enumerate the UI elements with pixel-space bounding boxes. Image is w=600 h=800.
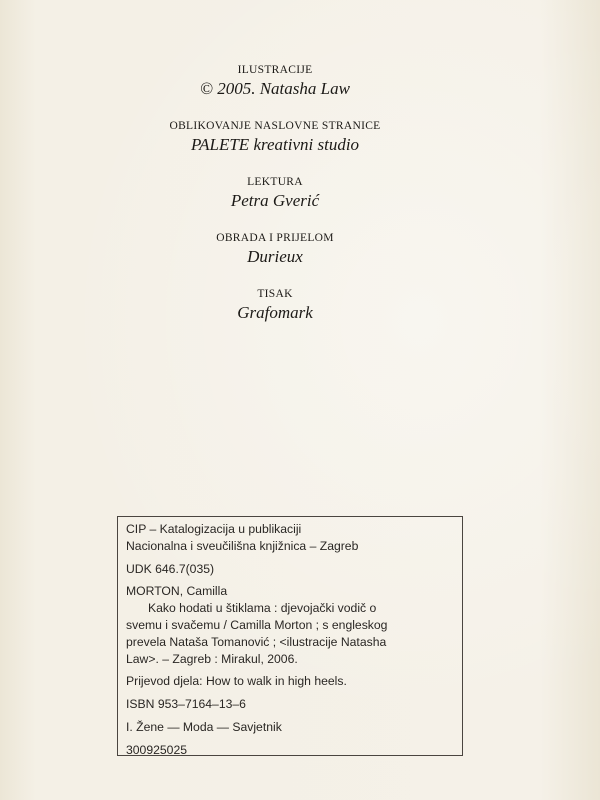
cip-original-title: Prijevod djela: How to walk in high heels.: [126, 674, 347, 689]
cip-description-line4: Law>. – Zagreb : Mirakul, 2006.: [126, 651, 298, 666]
credit-label: LEKTURA: [247, 176, 303, 188]
cip-description-line3: prevela Nataša Tomanović ; <ilustracije Natasha: [126, 634, 387, 649]
credit-label: OBLIKOVANJE NASLOVNE STRANICE: [169, 120, 381, 132]
credit-label: ILUSTRACIJE: [237, 64, 313, 76]
credit-value: Durieux: [247, 247, 303, 266]
cip-description-line2: svemu i svačemu / Camilla Morton ; s engleskog: [126, 617, 388, 632]
cip-udk: UDK 646.7(035): [126, 561, 215, 576]
credit-layout: [0, 230, 550, 268]
credit-printing: [0, 286, 550, 324]
credit-cover-design: [0, 118, 550, 156]
cip-author: MORTON, Camilla: [126, 584, 228, 599]
cip-header-line1: CIP – Katalogizacija u publikaciji: [126, 522, 302, 536]
credit-value: Grafomark: [237, 303, 313, 322]
cip-isbn: ISBN 953–7164–13–6: [126, 697, 246, 712]
cip-record-box: [117, 516, 463, 756]
credits-section: [0, 62, 550, 342]
cip-description-line1: Kako hodati u štiklama : djevojački vodič o: [148, 601, 377, 616]
credit-label: TISAK: [257, 288, 293, 300]
cip-header-line2: Nacionalna i sveučilišna knjižnica – Zagreb: [126, 538, 359, 553]
cip-subjects: I. Žene — Moda — Savjetnik: [126, 719, 282, 734]
credit-proofreading: [0, 174, 550, 212]
credit-value: PALETE kreativni studio: [190, 135, 360, 154]
cip-record-id: 300925025: [126, 742, 188, 757]
credit-value: © 2005. Natasha Law: [200, 79, 350, 98]
credit-value: Petra Gverić: [230, 191, 320, 210]
credit-illustrations: [0, 62, 550, 100]
credit-label: OBRADA I PRIJELOM: [216, 232, 334, 244]
